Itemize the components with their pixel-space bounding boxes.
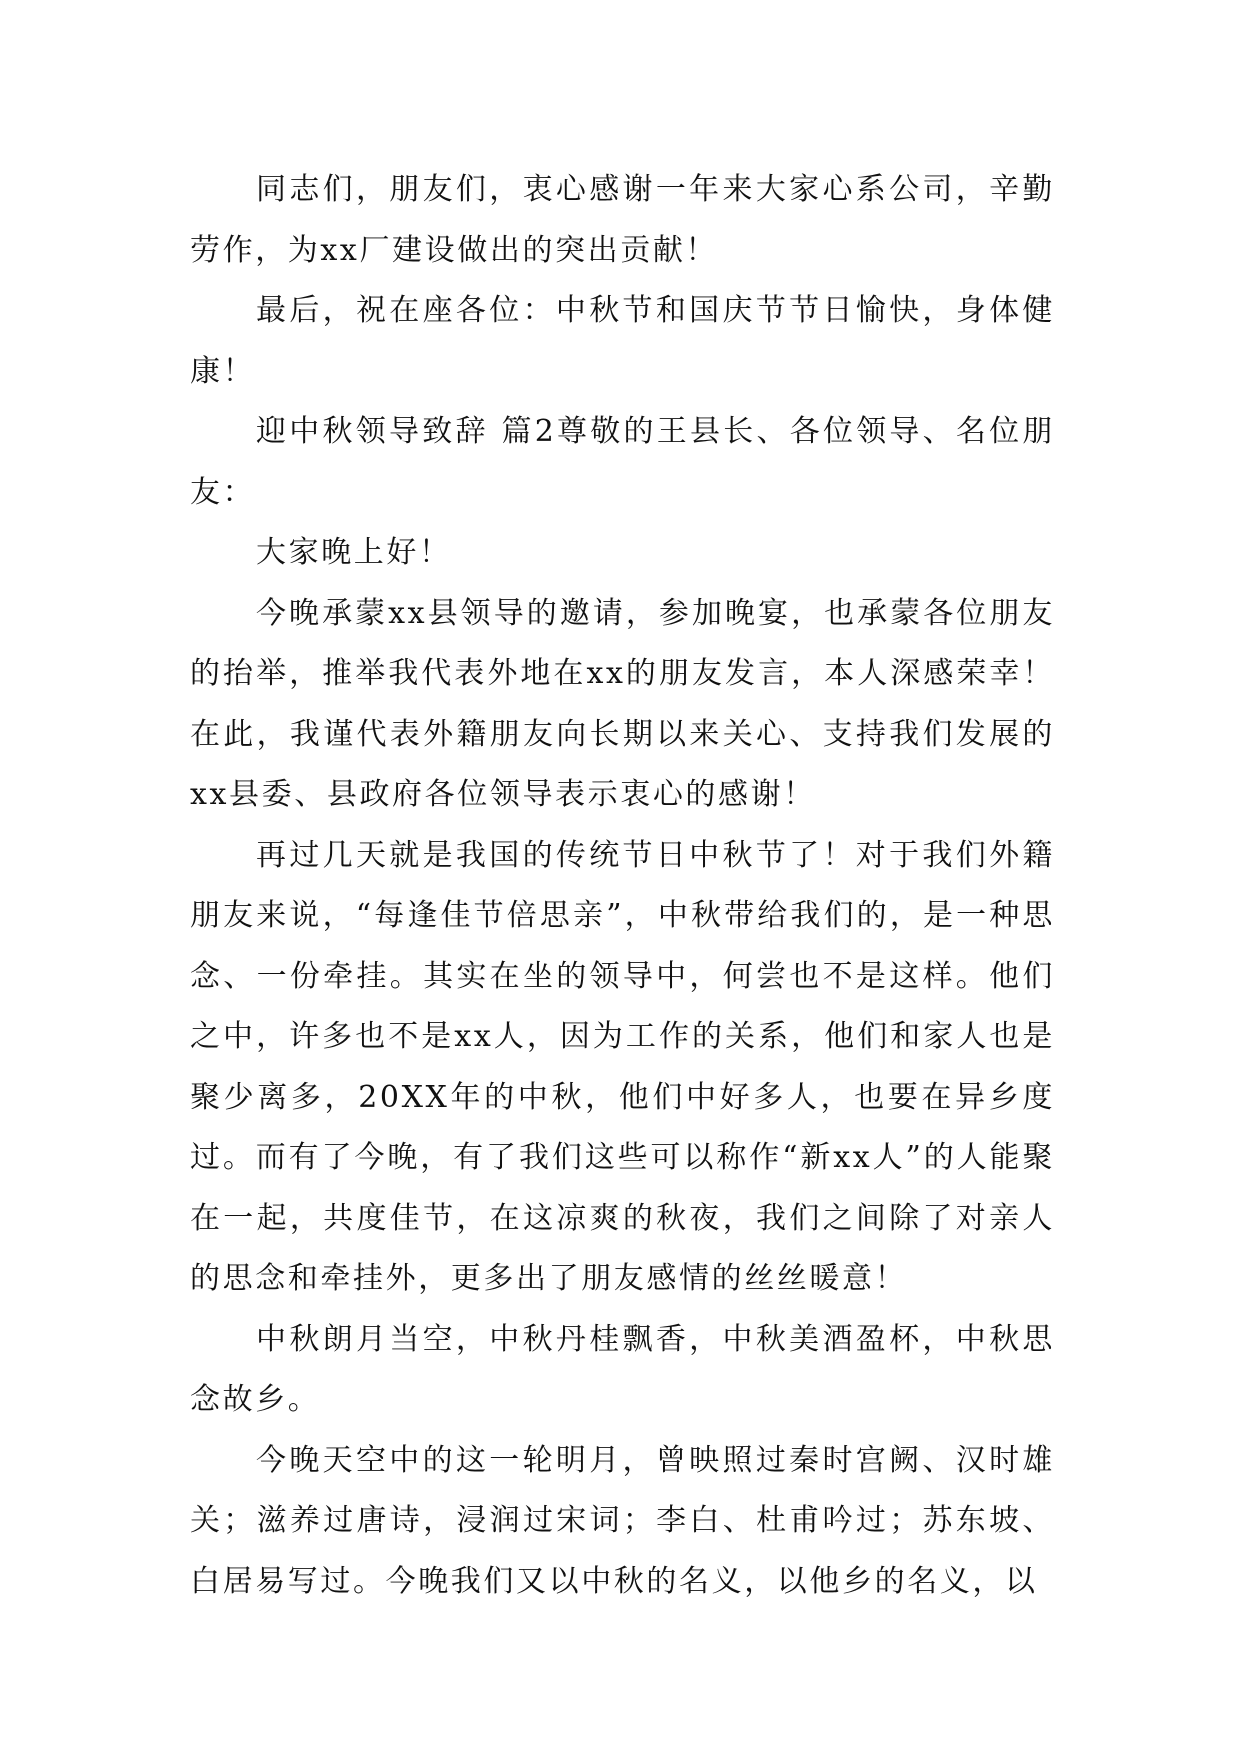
paragraph-speech-title: 迎中秋领导致辞 篇2尊敬的王县长、各位领导、名位朋友： [190,414,1055,510]
paragraph-wishes: 最后，祝在座各位：中秋节和国庆节节日愉快，身体健康！ [190,293,1055,389]
paragraph-moon: 中秋朗月当空，中秋丹桂飘香，中秋美酒盈杯，中秋思念故乡。 [190,1321,1055,1417]
paragraph-greeting: 大家晚上好！ [256,535,452,570]
paragraph-thanks: 同志们，朋友们，衷心感谢一年来大家心系公司，辛勤劳作，为xx厂建设做出的突出贡献！ [190,172,1055,268]
document-body [190,160,1055,1612]
paragraph-festival: 再过几天就是我国的传统节日中秋节了！对于我们外籍朋友来说，“每逢佳节倍思亲”，中秋带给我们的，是一种思念、一份牵挂。其实在坐的领导中，何尝也不是这样。他们之中，许多也不是xx人，因为工作的关系，他们和家人也是聚少离多，20XX年的中秋，他们中好多人，也要在异乡度过。而有了今晚，有了我们这些可以称作“新xx人”的人能聚在一起，共度佳节，在这凉爽的秋夜，我们之间除了对亲人的思念和牵挂外，更多出了朋友感情的丝丝暖意！ [190,837,1055,1296]
paragraph-invitation: 今晚承蒙xx县领导的邀请，参加晚宴，也承蒙各位朋友的抬举，推举我代表外地在xx的朋友发言，本人深感荣幸！在此，我谨代表外籍朋友向长期以来关心、支持我们发展的xx县委、县政府各位领导表示衷心的感谢！ [190,595,1055,812]
paragraph-poetry: 今晚天空中的这一轮明月，曾映照过秦时宫阙、汉时雄关；滋养过唐诗，浸润过宋词；李白、杜甫吟过；苏东坡、白居易写过。今晚我们又以中秋的名义，以他乡的名义，以 [190,1442,1055,1599]
